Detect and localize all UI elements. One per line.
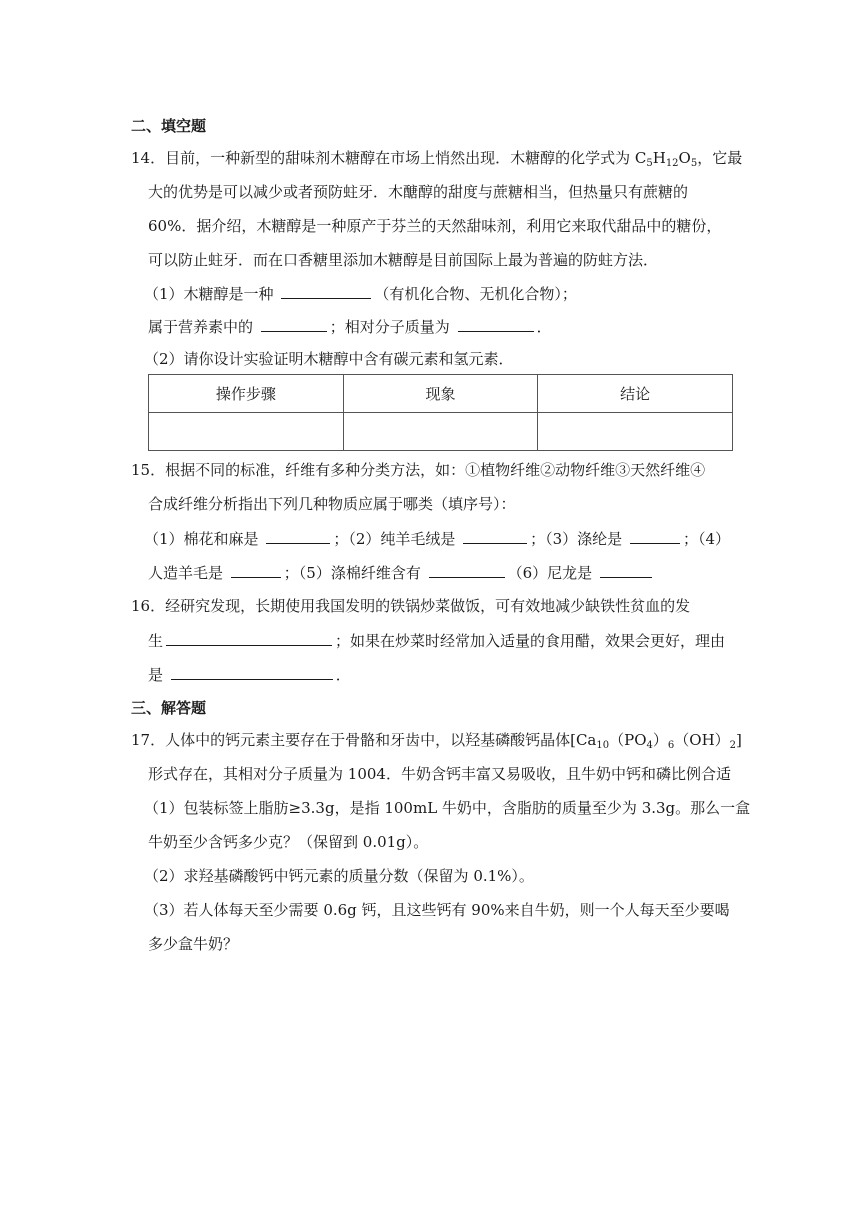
q14-line-3: 60%．据介绍，木糖醇是一种原产于芬兰的天然甜味剂，利用它来取代甜品中的糖份， <box>148 217 722 235</box>
q17-line-2: 形式存在，其相对分子质量为 1004．牛奶含钙丰富又易吸收，且牛奶中钙和磷比例合适 <box>148 765 731 783</box>
table-cell[interactable] <box>149 413 344 451</box>
q17-part-1-cont: 牛奶至少含钙多少克？（保留到 0.01g）。 <box>148 833 429 851</box>
q16-line-3: 是 ． <box>148 666 351 684</box>
answer-blank[interactable] <box>458 316 534 332</box>
answer-blank[interactable] <box>463 528 527 544</box>
q16-number: 16． <box>131 597 166 615</box>
q15-answers-2: 人造羊毛是 ；（5）涤棉纤维含有 （6）尼龙是 <box>148 562 655 583</box>
q14-part-1: （1）木糖醇是一种 （有机化合物、无机化合物）； <box>144 285 577 303</box>
section-title-answer: 三、解答题 <box>131 699 207 717</box>
table-row <box>149 413 733 451</box>
q14-part-1-cont: 属于营养素中的 ；相对分子质量为 ． <box>148 318 552 336</box>
table-header-cell: 结论 <box>538 375 733 413</box>
answer-blank[interactable] <box>166 630 332 646</box>
q14-number: 14． <box>131 149 166 167</box>
q17-part-2: （2）求羟基磷酸钙中钙元素的质量分数（保留为 0.1%）。 <box>144 867 534 885</box>
answer-blank[interactable] <box>266 528 330 544</box>
answer-blank[interactable] <box>429 562 505 578</box>
q17-part-3: （3）若人体每天至少需要 0.6g 钙，且这些钙有 90%来自牛奶，则一个人每天至少要喝 <box>144 901 730 919</box>
q15-line-1: 15．根据不同的标准，纤维有多种分类方法，如：①植物纤维②动物纤维③天然纤维④ <box>131 461 706 479</box>
q17-part-1: （1）包装标签上脂肪≥3.3g，是指 100mL 牛奶中，含脂肪的质量至少为 3.3g。那么一盒 <box>144 799 751 817</box>
section-title-fill-in: 二、填空题 <box>131 117 207 135</box>
q14-line-2: 大的优势是可以减少或者预防蛀牙．木醣醇的甜度与蔗糖相当，但热量只有蔗糖的 <box>148 183 689 201</box>
q16-line-1: 16．经研究发现，长期使用我国发明的铁锅炒菜做饭，可有效地减少缺铁性贫血的发 <box>131 597 691 615</box>
table-header-row <box>149 375 733 413</box>
q17-part-3-cont: 多少盒牛奶？ <box>148 935 239 953</box>
experiment-table <box>148 374 733 451</box>
q14-part-2: （2）请你设计实验证明木糖醇中含有碳元素和氢元素． <box>144 350 514 368</box>
q17-line-1: 17．人体中的钙元素主要存在于骨骼和牙齿中，以羟基磷酸钙晶体$[Ca_{10}(PO_4)_6(OH)_2]$ <box>131 731 742 751</box>
answer-blank[interactable] <box>600 562 652 578</box>
table-header-cell: 操作步骤 <box>149 375 344 413</box>
q15-answers-1: （1）棉花和麻是 ；（2）纯羊毛绒是 ；（3）涤纶是 ；（4） <box>144 530 730 548</box>
table-header-cell: 现象 <box>343 375 538 413</box>
q15-line-2: 合成纤维分析指出下列几种物质应属于哪类（填序号）： <box>148 495 516 513</box>
answer-blank[interactable] <box>231 562 281 578</box>
answer-blank[interactable] <box>261 316 327 332</box>
table-cell[interactable] <box>538 413 733 451</box>
q17-number: 17． <box>131 731 166 749</box>
answer-blank[interactable] <box>281 283 371 299</box>
q14-line-1: 14．目前，一种新型的甜味剂木糖醇在市场上悄然出现．木糖醇的化学式为 $C_5H_{12}O_5$，它最 <box>131 149 743 169</box>
q16-line-2: 生 ；如果在炒菜时经常加入适量的食用醋，效果会更好，理由 <box>148 632 726 650</box>
q15-number: 15． <box>131 461 166 479</box>
answer-blank[interactable] <box>171 664 333 680</box>
q14-line-4: 可以防止蛀牙．而在口香糖里添加木糖醇是目前国际上最为普遍的防蛀方法． <box>148 251 659 269</box>
answer-blank[interactable] <box>630 528 680 544</box>
table-cell[interactable] <box>343 413 538 451</box>
